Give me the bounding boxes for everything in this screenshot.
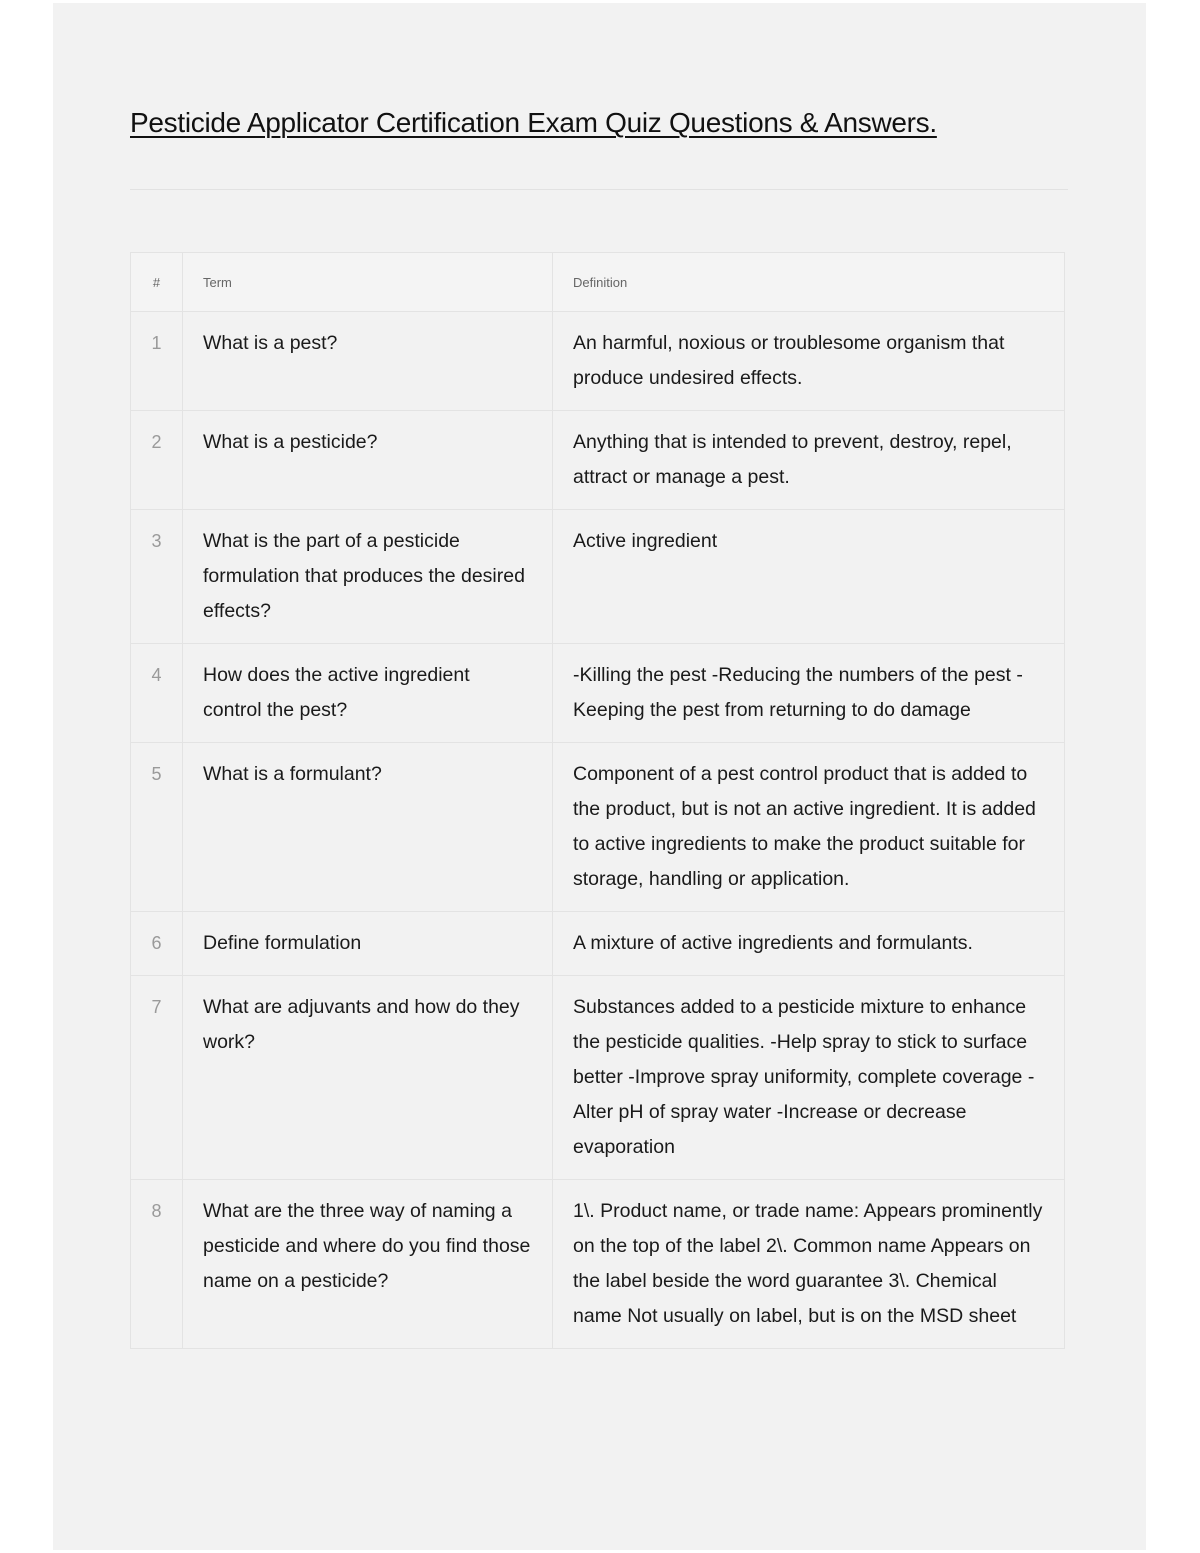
document-page <box>53 3 1146 1550</box>
header-term: Term <box>183 253 553 312</box>
table-row <box>131 976 1065 1180</box>
row-number: 2 <box>131 411 183 510</box>
row-term: Define formulation <box>183 912 553 976</box>
row-definition: Component of a pest control product that is added to the product, but is not an active ingredient. It is added to active ingredients to make the product suitable for storage, handling or application. <box>553 743 1065 912</box>
table-header-row <box>131 253 1065 312</box>
row-term: What is the part of a pesticide formulation that produces the desired effects? <box>183 510 553 644</box>
table-row <box>131 411 1065 510</box>
row-term: What are adjuvants and how do they work? <box>183 976 553 1180</box>
header-number: # <box>131 253 183 312</box>
row-definition: An harmful, noxious or troublesome organism that produce undesired effects. <box>553 312 1065 411</box>
table-row <box>131 312 1065 411</box>
row-definition: -Killing the pest -Reducing the numbers of the pest -Keeping the pest from returning to do damage <box>553 644 1065 743</box>
table-row <box>131 644 1065 743</box>
row-term: What is a pesticide? <box>183 411 553 510</box>
row-number: 6 <box>131 912 183 976</box>
table-row <box>131 510 1065 644</box>
table-row <box>131 1180 1065 1349</box>
quiz-table <box>130 252 1065 1349</box>
row-term: What are the three way of naming a pesticide and where do you find those name on a pesticide? <box>183 1180 553 1349</box>
document-title: Pesticide Applicator Certification Exam Quiz Questions & Answers. <box>130 107 937 138</box>
row-definition: A mixture of active ingredients and formulants. <box>553 912 1065 976</box>
row-definition: Anything that is intended to prevent, destroy, repel, attract or manage a pest. <box>553 411 1065 510</box>
table-row <box>131 743 1065 912</box>
row-definition: 1\. Product name, or trade name: Appears prominently on the top of the label 2\. Common name Appears on the label beside the word guarantee 3\. Chemical name Not usually on label, but is on the MSD sheet <box>553 1180 1065 1349</box>
row-number: 8 <box>131 1180 183 1349</box>
row-number: 1 <box>131 312 183 411</box>
row-term: What is a formulant? <box>183 743 553 912</box>
row-definition: Substances added to a pesticide mixture to enhance the pesticide qualities. -Help spray to stick to surface better -Improve spray uniformity, complete coverage -Alter pH of spray water -Increase or decrease evaporation <box>553 976 1065 1180</box>
title-divider <box>130 189 1068 190</box>
row-definition: Active ingredient <box>553 510 1065 644</box>
row-number: 7 <box>131 976 183 1180</box>
row-term: What is a pest? <box>183 312 553 411</box>
table-row <box>131 912 1065 976</box>
row-number: 4 <box>131 644 183 743</box>
row-term: How does the active ingredient control the pest? <box>183 644 553 743</box>
row-number: 5 <box>131 743 183 912</box>
row-number: 3 <box>131 510 183 644</box>
header-definition: Definition <box>553 253 1065 312</box>
